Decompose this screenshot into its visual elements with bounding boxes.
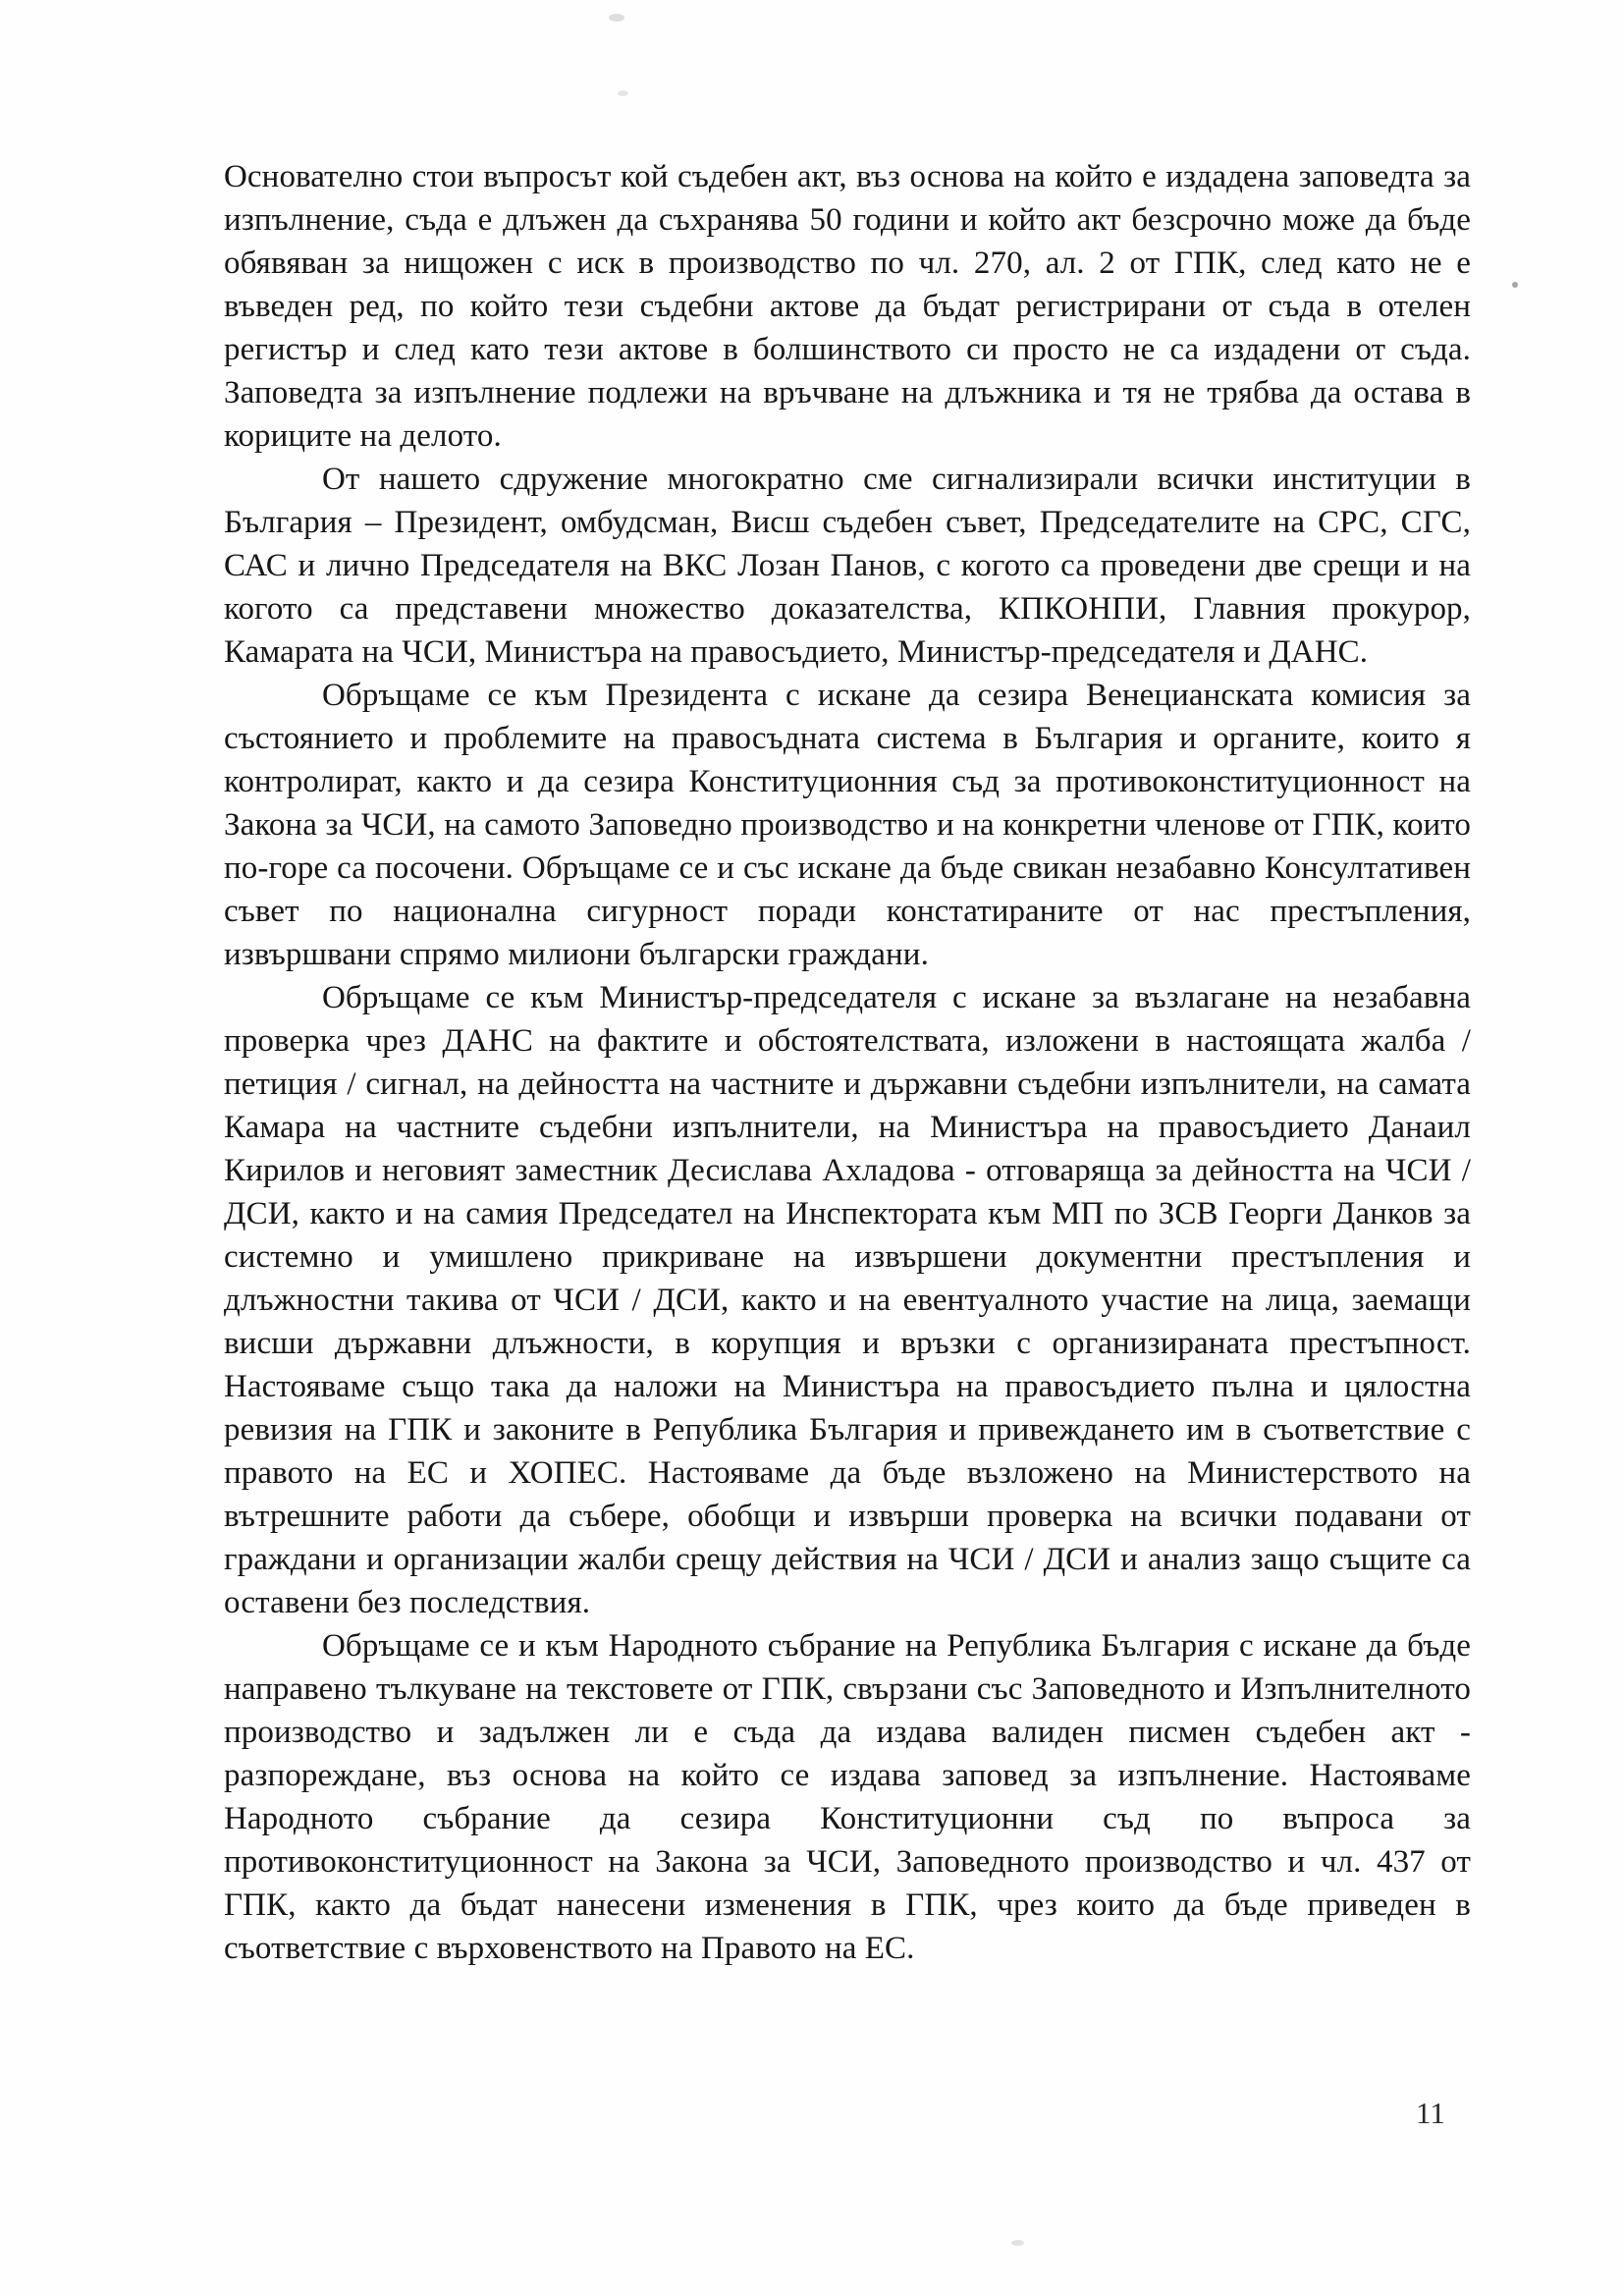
scan-artifact [609, 14, 624, 22]
scan-artifact [1512, 282, 1518, 288]
paragraph: Основателно стои въпросът кой съдебен акт, въз основа на който е издадена заповедта за изпълнение, съда е длъжен да съхранява 50 години и който акт безсрочно може да бъде обявяван за нищожен с иск в производство по чл. 270, ал. 2 от ГПК, след като не е въведен ред, по който тези съдебни актове да бъдат регистрирани от съда в отелен регистър и след като тези актове в болшинството си просто не са издадени от съда. Заповедта за изпълнение подлежи на връчване на длъжника и тя не трябва да остава в кориците на делото. [224, 159, 1471, 454]
paragraph: От нашето сдружение многократно сме сигнализирали всички институции в България – Президент, омбудсман, Висш съдебен съвет, Председателите на СРС, СГС, САС и лично Председателя на ВКС Лозан Панов, с когото са проведени две срещи и на когото са представени множество доказателства, КПКОНПИ, Главния прокурор, Камарата на ЧСИ, Министъра на правосъдието, Министър-председателя и ДАНС. [224, 462, 1471, 670]
document-body [224, 155, 1471, 1970]
paragraph: Обръщаме се и към Народното събрание на Република България с искане да бъде направено тълкуване на текстовете от ГПК, свързани със Заповедното и Изпълнителното производство и задължен ли е съда да издава валиден писмен съдебен акт - разпореждане, въз основа на който се издава заповед за изпълнение. Настояваме Народното събрание да сезира Конституционни съд по въпроса за противоконституционност на Закона за ЧСИ, Заповедното производство и чл. 437 от ГПК, както да бъдат нанесени изменения в ГПК, чрез които да бъде приведен в съответствие с върховенството на Правото на ЕС. [224, 1628, 1471, 1966]
page-number: 11 [1416, 2096, 1445, 2130]
scan-artifact [1011, 2240, 1024, 2246]
paragraph: Обръщаме се към Министър-председателя с искане за възлагане на незабавна проверка чрез ДАНС на фактите и обстоятелствата, изложени в настоящата жалба / петиция / сигнал, на дейността на частните и държавни съдебни изпълнители, на самата Камара на частните съдебни изпълнители, на Министъра на правосъдието Данаил Кирилов и неговият заместник Десислава Ахладова - отговаряща за дейността на ЧСИ / ДСИ, както и на самия Председател на Инспектората към МП по ЗСВ Георги Данков за системно и умишлено прикриване на извършени документни престъпления и длъжностни такива от ЧСИ / ДСИ, както и на евентуалното участие на лица, заемащи висши държавни длъжности, в корупция и връзки с организираната престъпност. Настояваме също така да наложи на Министъра на правосъдието пълна и цялостна ревизия на ГПК и законите в Република България и привеждането им в съответствие с правото на ЕС и ХОПЕС. Настояваме да бъде възложено на Министерството на вътрешните работи да събере, обобщи и извърши проверка на всички подавани от граждани и организации жалби срещу действия на ЧСИ / ДСИ и анализ защо същите са оставени без последствия. [224, 980, 1471, 1620]
scan-artifact [618, 90, 628, 96]
paragraph: Обръщаме се към Президента с искане да сезира Венецианската комисия за състоянието и проблемите на правосъдната система в България и органите, които я контролират, както и да сезира Конституционния съд за противоконституционност на Закона за ЧСИ, на самото Заповедно производство и на конкретни членове от ГПК, които по-горе са посочени. Обръщаме се и със искане да бъде свикан незабавно Консултативен съвет по национална сигурност поради констатираните от нас престъпления, извършвани спрямо милиони български граждани. [224, 678, 1471, 972]
